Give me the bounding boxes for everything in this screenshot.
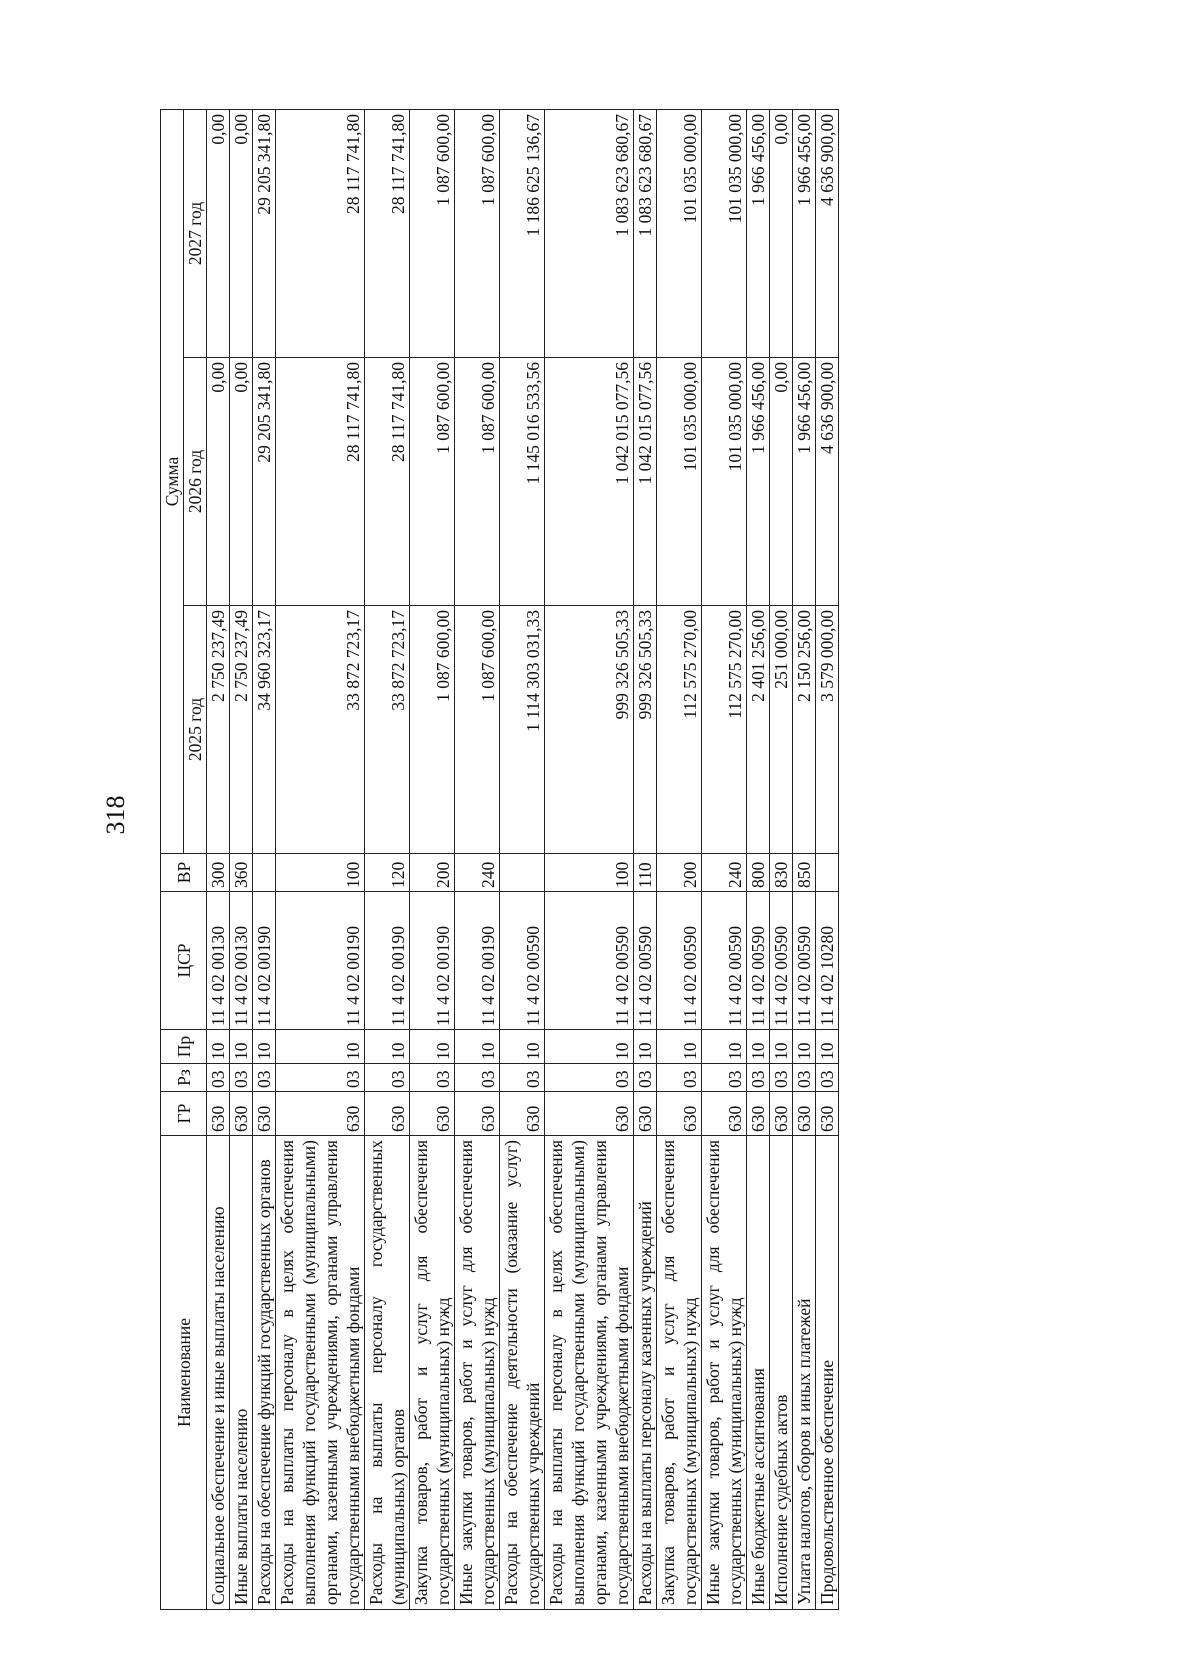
cell-gr: 630 xyxy=(500,1092,545,1136)
cell-2027: 28 117 741,80 xyxy=(276,109,365,357)
cell-2025: 112 575 270,00 xyxy=(657,606,702,854)
cell-gr: 630 xyxy=(207,1092,230,1136)
table-row xyxy=(634,109,657,1609)
cell-gr: 630 xyxy=(770,1092,793,1136)
header-csr: ЦСР xyxy=(161,892,207,1030)
table-row xyxy=(545,109,634,1609)
cell-2025: 2 750 237,49 xyxy=(230,606,253,854)
cell-pr: 10 xyxy=(545,1030,634,1064)
table-row xyxy=(747,109,770,1609)
cell-gr: 630 xyxy=(455,1092,500,1136)
cell-2026: 1 087 600,00 xyxy=(410,358,455,606)
cell-csr: 11 4 02 00190 xyxy=(253,892,276,1030)
cell-2027: 4 636 900,00 xyxy=(816,109,839,357)
table-body xyxy=(207,109,839,1609)
cell-rz: 03 xyxy=(702,1064,747,1092)
header-rz: Рз xyxy=(161,1064,207,1092)
cell-csr: 11 4 02 00190 xyxy=(410,892,455,1030)
cell-csr: 11 4 02 00590 xyxy=(702,892,747,1030)
cell-name: Уплата налогов, сборов и иных платежей xyxy=(793,1136,816,1610)
cell-name: Расходы на выплаты персоналу казенных учреждений xyxy=(634,1136,657,1610)
cell-csr: 11 4 02 00130 xyxy=(207,892,230,1030)
cell-rz: 03 xyxy=(816,1064,839,1092)
cell-csr: 11 4 02 00130 xyxy=(230,892,253,1030)
cell-2026: 28 117 741,80 xyxy=(365,358,410,606)
cell-vr: 200 xyxy=(657,854,702,892)
cell-csr: 11 4 02 00590 xyxy=(793,892,816,1030)
cell-pr: 10 xyxy=(253,1030,276,1064)
cell-rz: 03 xyxy=(253,1064,276,1092)
cell-2026: 1 042 015 077,56 xyxy=(545,358,634,606)
table-row xyxy=(702,109,747,1609)
cell-rz: 03 xyxy=(770,1064,793,1092)
cell-gr: 630 xyxy=(634,1092,657,1136)
cell-2027: 1 087 600,00 xyxy=(455,109,500,357)
cell-gr: 630 xyxy=(230,1092,253,1136)
cell-rz: 03 xyxy=(545,1064,634,1092)
cell-pr: 10 xyxy=(634,1030,657,1064)
cell-pr: 10 xyxy=(657,1030,702,1064)
header-name: Наименование xyxy=(161,1136,207,1610)
cell-name: Расходы на выплаты персоналу в целях обеспечения выполнения функций государственными (муниципальными) органами, казенными учреждениями, органами управления государственными внебюджетными фондами xyxy=(276,1136,365,1610)
budget-table-rotated xyxy=(160,110,1040,1610)
cell-name: Иные закупки товаров, работ и услуг для обеспечения государственных (муниципальных) нужд xyxy=(455,1136,500,1610)
cell-2025: 2 401 256,00 xyxy=(747,606,770,854)
table-row xyxy=(816,109,839,1609)
cell-vr: 120 xyxy=(365,854,410,892)
cell-2025: 1 087 600,00 xyxy=(455,606,500,854)
cell-pr: 10 xyxy=(410,1030,455,1064)
cell-csr: 11 4 02 00190 xyxy=(365,892,410,1030)
cell-2027: 0,00 xyxy=(770,109,793,357)
cell-name: Социальное обеспечение и иные выплаты населению xyxy=(207,1136,230,1610)
cell-name: Иные закупки товаров, работ и услуг для обеспечения государственных (муниципальных) нужд xyxy=(702,1136,747,1610)
cell-csr: 11 4 02 00590 xyxy=(747,892,770,1030)
header-sum: Сумма xyxy=(161,109,184,853)
cell-vr: 240 xyxy=(455,854,500,892)
cell-2027: 28 117 741,80 xyxy=(365,109,410,357)
header-gr: ГР xyxy=(161,1092,207,1136)
cell-name: Расходы на выплаты персоналу в целях обеспечения выполнения функций государственными (муниципальными) органами, казенными учреждениями, органами управления государственными внебюджетными фондами xyxy=(545,1136,634,1610)
cell-gr: 630 xyxy=(253,1092,276,1136)
cell-pr: 10 xyxy=(455,1030,500,1064)
cell-csr: 11 4 02 00590 xyxy=(634,892,657,1030)
cell-rz: 03 xyxy=(500,1064,545,1092)
cell-csr: 11 4 02 00590 xyxy=(500,892,545,1030)
cell-2025: 999 326 505,33 xyxy=(545,606,634,854)
cell-pr: 10 xyxy=(793,1030,816,1064)
cell-name: Расходы на обеспечение деятельности (оказание услуг) государственных учреждений xyxy=(500,1136,545,1610)
table-row xyxy=(455,109,500,1609)
table-row xyxy=(207,109,230,1609)
cell-2025: 2 750 237,49 xyxy=(207,606,230,854)
cell-name: Закупка товаров, работ и услуг для обеспечения государственных (муниципальных) нужд xyxy=(657,1136,702,1610)
cell-rz: 03 xyxy=(276,1064,365,1092)
cell-pr: 10 xyxy=(365,1030,410,1064)
cell-pr: 10 xyxy=(702,1030,747,1064)
cell-2026: 29 205 341,80 xyxy=(253,358,276,606)
cell-gr: 630 xyxy=(747,1092,770,1136)
cell-csr: 11 4 02 00190 xyxy=(455,892,500,1030)
cell-2025: 1 087 600,00 xyxy=(410,606,455,854)
cell-2026: 1 087 600,00 xyxy=(455,358,500,606)
cell-2027: 1 083 623 680,67 xyxy=(545,109,634,357)
cell-vr: 240 xyxy=(702,854,747,892)
cell-2025: 251 000,00 xyxy=(770,606,793,854)
table-row xyxy=(657,109,702,1609)
cell-2027: 29 205 341,80 xyxy=(253,109,276,357)
cell-2027: 101 035 000,00 xyxy=(702,109,747,357)
cell-vr: 360 xyxy=(230,854,253,892)
cell-2027: 0,00 xyxy=(230,109,253,357)
cell-2026: 4 636 900,00 xyxy=(816,358,839,606)
cell-gr: 630 xyxy=(365,1092,410,1136)
header-2027: 2027 год xyxy=(184,109,207,357)
cell-2025: 34 960 323,17 xyxy=(253,606,276,854)
cell-gr: 630 xyxy=(410,1092,455,1136)
header-2025: 2025 год xyxy=(184,606,207,854)
cell-2027: 0,00 xyxy=(207,109,230,357)
cell-2027: 1 966 456,00 xyxy=(793,109,816,357)
cell-2027: 1 083 623 680,67 xyxy=(634,109,657,357)
cell-pr: 10 xyxy=(276,1030,365,1064)
cell-2025: 112 575 270,00 xyxy=(702,606,747,854)
cell-pr: 10 xyxy=(747,1030,770,1064)
cell-pr: 10 xyxy=(500,1030,545,1064)
cell-vr: 100 xyxy=(276,854,365,892)
cell-vr xyxy=(253,854,276,892)
cell-rz: 03 xyxy=(793,1064,816,1092)
cell-vr: 850 xyxy=(793,854,816,892)
cell-2026: 101 035 000,00 xyxy=(702,358,747,606)
cell-rz: 03 xyxy=(455,1064,500,1092)
cell-csr: 11 4 02 00190 xyxy=(276,892,365,1030)
table-header xyxy=(161,109,207,1609)
cell-pr: 10 xyxy=(230,1030,253,1064)
cell-2027: 1 087 600,00 xyxy=(410,109,455,357)
table-row xyxy=(500,109,545,1609)
cell-2025: 33 872 723,17 xyxy=(276,606,365,854)
table-row xyxy=(276,109,365,1609)
cell-csr: 11 4 02 00590 xyxy=(545,892,634,1030)
cell-rz: 03 xyxy=(230,1064,253,1092)
cell-rz: 03 xyxy=(657,1064,702,1092)
cell-2026: 0,00 xyxy=(207,358,230,606)
cell-name: Расходы на выплаты персоналу государственных (муниципальных) органов xyxy=(365,1136,410,1610)
cell-2026: 1 042 015 077,56 xyxy=(634,358,657,606)
cell-vr: 100 xyxy=(545,854,634,892)
cell-pr: 10 xyxy=(816,1030,839,1064)
table-row xyxy=(230,109,253,1609)
cell-gr: 630 xyxy=(545,1092,634,1136)
header-pr: Пр xyxy=(161,1030,207,1064)
cell-2025: 1 114 303 031,33 xyxy=(500,606,545,854)
cell-gr: 630 xyxy=(793,1092,816,1136)
cell-2026: 1 966 456,00 xyxy=(793,358,816,606)
table-row xyxy=(770,109,793,1609)
cell-csr: 11 4 02 00590 xyxy=(657,892,702,1030)
cell-rz: 03 xyxy=(365,1064,410,1092)
cell-2025: 2 150 256,00 xyxy=(793,606,816,854)
page-number: 318 xyxy=(101,795,130,835)
cell-name: Исполнение судебных актов xyxy=(770,1136,793,1610)
table-row xyxy=(253,109,276,1609)
table-row xyxy=(365,109,410,1609)
cell-gr: 630 xyxy=(276,1092,365,1136)
cell-2025: 33 872 723,17 xyxy=(365,606,410,854)
cell-name: Продовольственное обеспечение xyxy=(816,1136,839,1610)
budget-table xyxy=(160,109,839,1610)
cell-2026: 101 035 000,00 xyxy=(657,358,702,606)
cell-rz: 03 xyxy=(634,1064,657,1092)
cell-csr: 11 4 02 00590 xyxy=(770,892,793,1030)
cell-2027: 1 186 625 136,67 xyxy=(500,109,545,357)
cell-gr: 630 xyxy=(657,1092,702,1136)
cell-vr: 200 xyxy=(410,854,455,892)
cell-pr: 10 xyxy=(207,1030,230,1064)
cell-name: Закупка товаров, работ и услуг для обеспечения государственных (муниципальных) нужд xyxy=(410,1136,455,1610)
cell-2027: 101 035 000,00 xyxy=(657,109,702,357)
cell-2025: 999 326 505,33 xyxy=(634,606,657,854)
cell-vr xyxy=(500,854,545,892)
cell-2027: 1 966 456,00 xyxy=(747,109,770,357)
cell-name: Иные бюджетные ассигнования xyxy=(747,1136,770,1610)
cell-2026: 1 966 456,00 xyxy=(747,358,770,606)
cell-2025: 3 579 000,00 xyxy=(816,606,839,854)
cell-gr: 630 xyxy=(816,1092,839,1136)
cell-rz: 03 xyxy=(410,1064,455,1092)
cell-vr: 830 xyxy=(770,854,793,892)
cell-2026: 0,00 xyxy=(770,358,793,606)
cell-vr: 300 xyxy=(207,854,230,892)
cell-vr: 110 xyxy=(634,854,657,892)
cell-vr: 800 xyxy=(747,854,770,892)
cell-name: Расходы на обеспечение функций государственных органов xyxy=(253,1136,276,1610)
cell-2026: 0,00 xyxy=(230,358,253,606)
header-vr: ВР xyxy=(161,854,207,892)
cell-name: Иные выплаты населению xyxy=(230,1136,253,1610)
cell-csr: 11 4 02 10280 xyxy=(816,892,839,1030)
cell-2026: 28 117 741,80 xyxy=(276,358,365,606)
cell-2026: 1 145 016 533,56 xyxy=(500,358,545,606)
table-row xyxy=(410,109,455,1609)
cell-rz: 03 xyxy=(747,1064,770,1092)
cell-pr: 10 xyxy=(770,1030,793,1064)
cell-vr xyxy=(816,854,839,892)
cell-rz: 03 xyxy=(207,1064,230,1092)
cell-gr: 630 xyxy=(702,1092,747,1136)
header-2026: 2026 год xyxy=(184,358,207,606)
table-row xyxy=(793,109,816,1609)
